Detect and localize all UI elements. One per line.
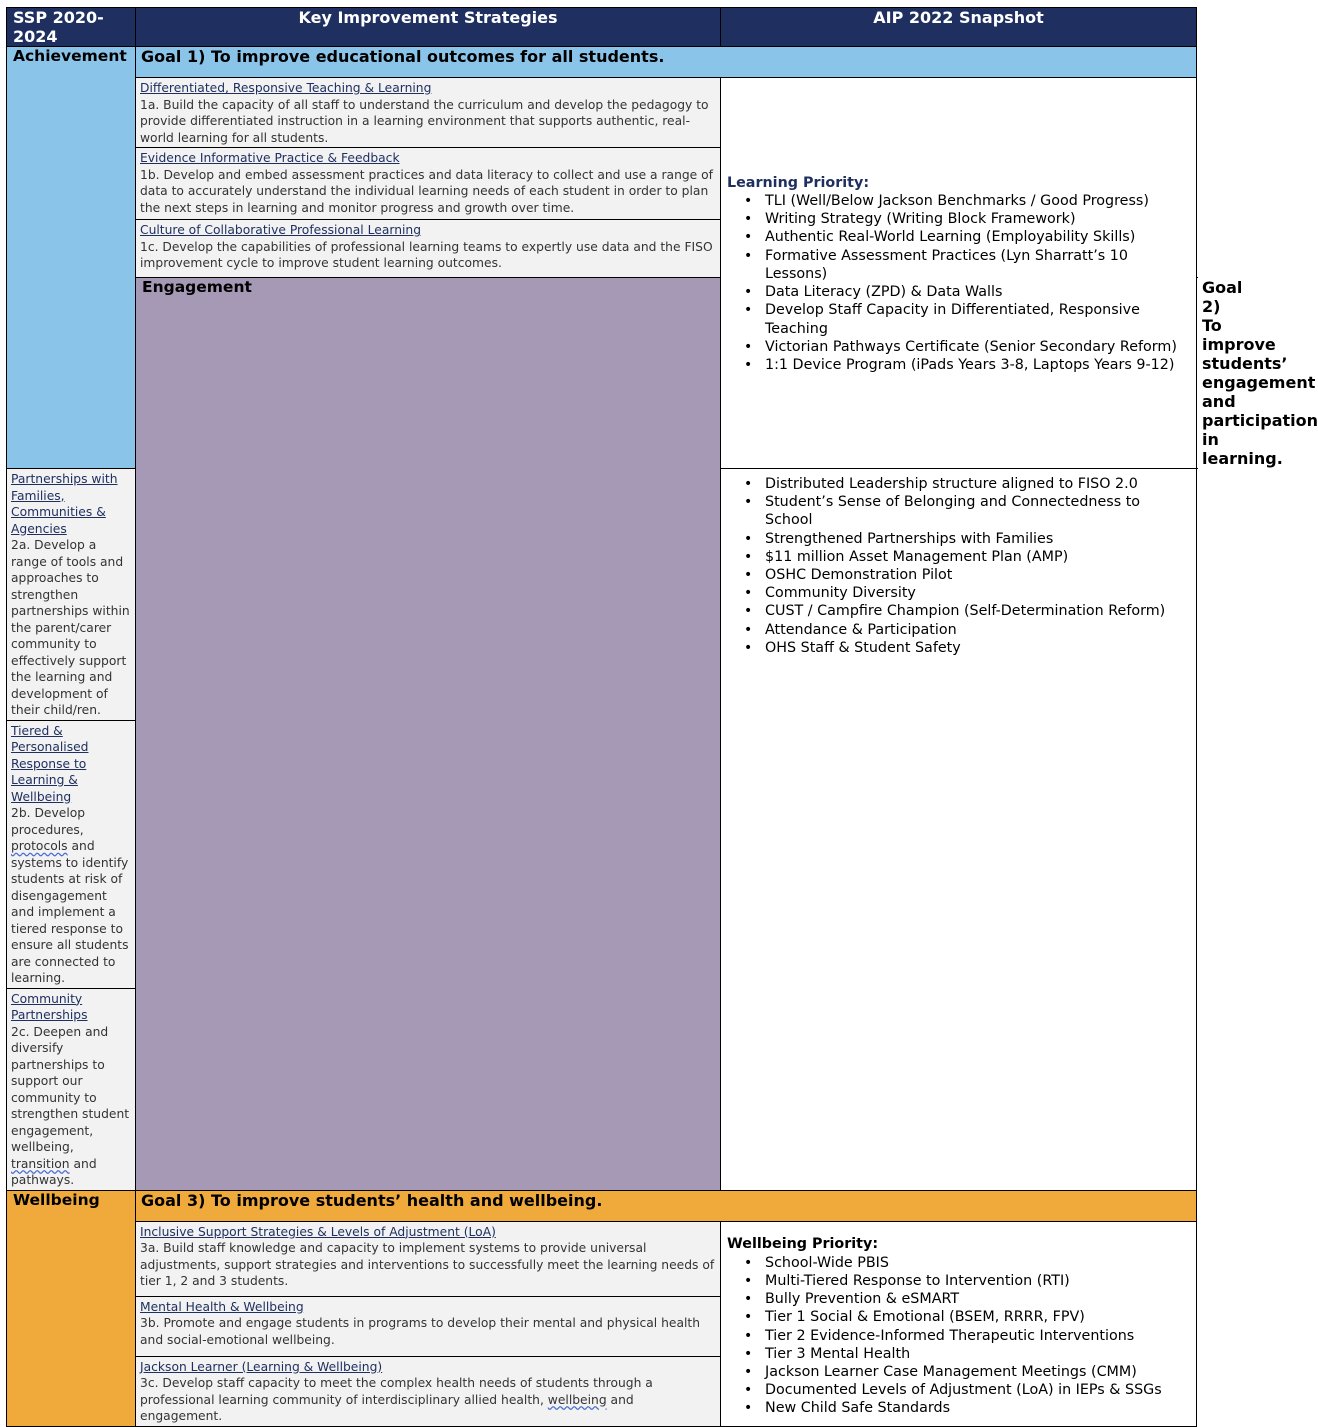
list-item: • Data Literacy (ZPD) & Data Walls xyxy=(744,283,1188,301)
list-item: • New Child Safe Standards xyxy=(744,1399,1188,1417)
list-item: • Community Diversity xyxy=(744,584,1188,602)
list-item: • OSHC Demonstration Pilot xyxy=(744,566,1188,584)
strategy-text: 1a. Build the capacity of all staff to understand the curriculum and develop the pedagogy to provide differentiated instruction in a learning environment that supports authentic, real-world learning for all students. xyxy=(140,97,709,145)
goal-title: Goal 3) To improve students’ health and wellbeing. xyxy=(136,1190,1197,1221)
section-label-achievement: Achievement xyxy=(7,47,136,469)
goal-row-engagement: Engagement Goal 2) To improve students’ engagement and participation in learning. xyxy=(7,278,1197,469)
list-item: • Documented Levels of Adjustment (LoA) in IEPs & SSGs xyxy=(744,1381,1188,1399)
list-item: • Formative Assessment Practices (Lyn Sharratt’s 10 Lessons) xyxy=(744,247,1188,283)
strategy-title: Differentiated, Responsive Teaching & Learning xyxy=(140,81,432,95)
list-item: • CUST / Campfire Champion (Self-Determination Reform) xyxy=(744,602,1188,620)
snapshot-cell-wellbeing xyxy=(721,1221,1197,1426)
header-ssp: SSP 2020-2024 xyxy=(7,8,136,47)
spellcheck-word: wellbeing xyxy=(547,1392,607,1407)
strategy-text-end: and systems to identify students at risk of disengagement and implement a tiered response to ensure all students are connected to learning. xyxy=(11,839,129,985)
strategy-title: Jackson Learner (Learning & Wellbeing) xyxy=(140,1359,383,1374)
goal-row-achievement xyxy=(7,47,1197,78)
list-item: • TLI (Well/Below Jackson Benchmarks / Good Progress) xyxy=(744,192,1188,210)
snapshot-list xyxy=(727,192,1188,374)
list-item: • Tier 1 Social & Emotional (BSEM, RRRR, FPV) xyxy=(744,1308,1188,1326)
goal-title: Goal 1) To improve educational outcomes for all students. xyxy=(136,47,1197,78)
section-label-engagement: Engagement xyxy=(136,278,721,1191)
snapshot-heading: Wellbeing Priority: xyxy=(727,1236,879,1253)
strategy-cell xyxy=(136,220,721,278)
strategy-cell xyxy=(136,1296,721,1356)
strategy-cell xyxy=(7,720,136,988)
spellcheck-word: protocols xyxy=(11,839,68,853)
ssp-table xyxy=(6,7,1318,1427)
list-item: • 1:1 Device Program (iPads Years 3-8, Laptops Years 9-12) xyxy=(744,356,1188,374)
strategy-cell xyxy=(136,1356,721,1426)
strategy-cell xyxy=(7,988,136,1190)
strategy-text: 1c. Develop the capabilities of professional learning teams to expertly use data and the FISO improvement cycle to improve student learning outcomes. xyxy=(140,239,713,270)
list-item: • Authentic Real-World Learning (Employability Skills) xyxy=(744,228,1188,246)
list-item: • Writing Strategy (Writing Block Framework) xyxy=(744,210,1188,228)
list-item: • OHS Staff & Student Safety xyxy=(744,639,1188,657)
strategy-title: Partnerships with Families, Communities & Agencies xyxy=(11,472,118,536)
header-aip-snapshot: AIP 2022 Snapshot xyxy=(721,8,1197,47)
list-item: • Tier 2 Evidence-Informed Therapeutic Interventions xyxy=(744,1327,1188,1345)
strategy-text-end: and pathways. xyxy=(11,1156,97,1187)
strategy-cell xyxy=(136,148,721,220)
list-item: • Student’s Sense of Belonging and Connectedness to School xyxy=(744,493,1188,529)
strategy-title: Mental Health & Wellbeing xyxy=(140,1299,304,1314)
strategy-text-start: 2b. Develop procedures, xyxy=(11,806,86,837)
snapshot-cell-achievement xyxy=(721,78,1197,469)
snapshot-list xyxy=(727,475,1188,657)
strategy-title: Evidence Informative Practice & Feedback xyxy=(140,151,400,165)
header-row xyxy=(7,8,1197,47)
list-item: • $11 million Asset Management Plan (AMP) xyxy=(744,548,1188,566)
strategy-text: 1b. Develop and embed assessment practices and data literacy to collect and use a range of data to accurately understand the individual learning needs of each student in order to plan the next steps in learning and monitor progress and growth over time. xyxy=(140,167,713,215)
list-item: • Tier 3 Mental Health xyxy=(744,1345,1188,1363)
strategy-text: 3b. Promote and engage students in programs to develop their mental and physical health and social-emotional wellbeing. xyxy=(140,1316,701,1347)
strategy-cell xyxy=(136,1221,721,1296)
strategy-title: Tiered & Personalised Response to Learning & Wellbeing xyxy=(11,723,89,804)
strategy-text-start: 3c. Develop staff capacity to meet the complex health needs of students through a professional learning community of interdisciplinary allied health, xyxy=(140,1376,653,1407)
spellcheck-word: transition xyxy=(11,1156,70,1171)
goal-row-wellbeing xyxy=(7,1190,1197,1221)
section-label-wellbeing: Wellbeing xyxy=(7,1190,136,1426)
strategy-text: 2a. Develop a range of tools and approaches to strengthen partnerships within the parent/carer community to effectively support the learning and development of their child/ren. xyxy=(11,538,130,717)
strategy-text: 3a. Build staff knowledge and capacity to implement systems to provide universal adjustments, support strategies and interventions to successfully meet the learning needs of tier 1, 2 and 3 students. xyxy=(140,1241,715,1288)
list-item: • Multi-Tiered Response to Intervention (RTI) xyxy=(744,1272,1188,1290)
strategy-cell xyxy=(7,469,136,721)
list-item: • Attendance & Participation xyxy=(744,621,1188,639)
list-item: • Distributed Leadership structure aligned to FISO 2.0 xyxy=(744,475,1188,493)
list-item: • Develop Staff Capacity in Differentiated, Responsive Teaching xyxy=(744,301,1188,337)
strategy-text-start: 2c. Deepen and diversify partnerships to support our community to strengthen student engagement, wellbeing, xyxy=(11,1024,130,1154)
strategy-text-end: and engagement. xyxy=(140,1392,634,1423)
snapshot-heading: Learning Priority: xyxy=(727,174,870,191)
list-item: • School-Wide PBIS xyxy=(744,1254,1188,1272)
header-strategies: Key Improvement Strategies xyxy=(136,8,721,47)
strategy-title: Inclusive Support Strategies & Levels of Adjustment (LoA) xyxy=(140,1224,496,1239)
snapshot-list xyxy=(727,1254,1188,1418)
strategy-title: Culture of Collaborative Professional Learning xyxy=(140,223,422,237)
list-item: • Bully Prevention & eSMART xyxy=(744,1290,1188,1308)
strategy-title: Community Partnerships xyxy=(11,991,88,1022)
strategy-cell xyxy=(136,78,721,148)
list-item: • Victorian Pathways Certificate (Senior Secondary Reform) xyxy=(744,338,1188,356)
snapshot-cell-engagement xyxy=(721,469,1197,1191)
list-item: • Jackson Learner Case Management Meetings (CMM) xyxy=(744,1363,1188,1381)
list-item: • Strengthened Partnerships with Families xyxy=(744,530,1188,548)
